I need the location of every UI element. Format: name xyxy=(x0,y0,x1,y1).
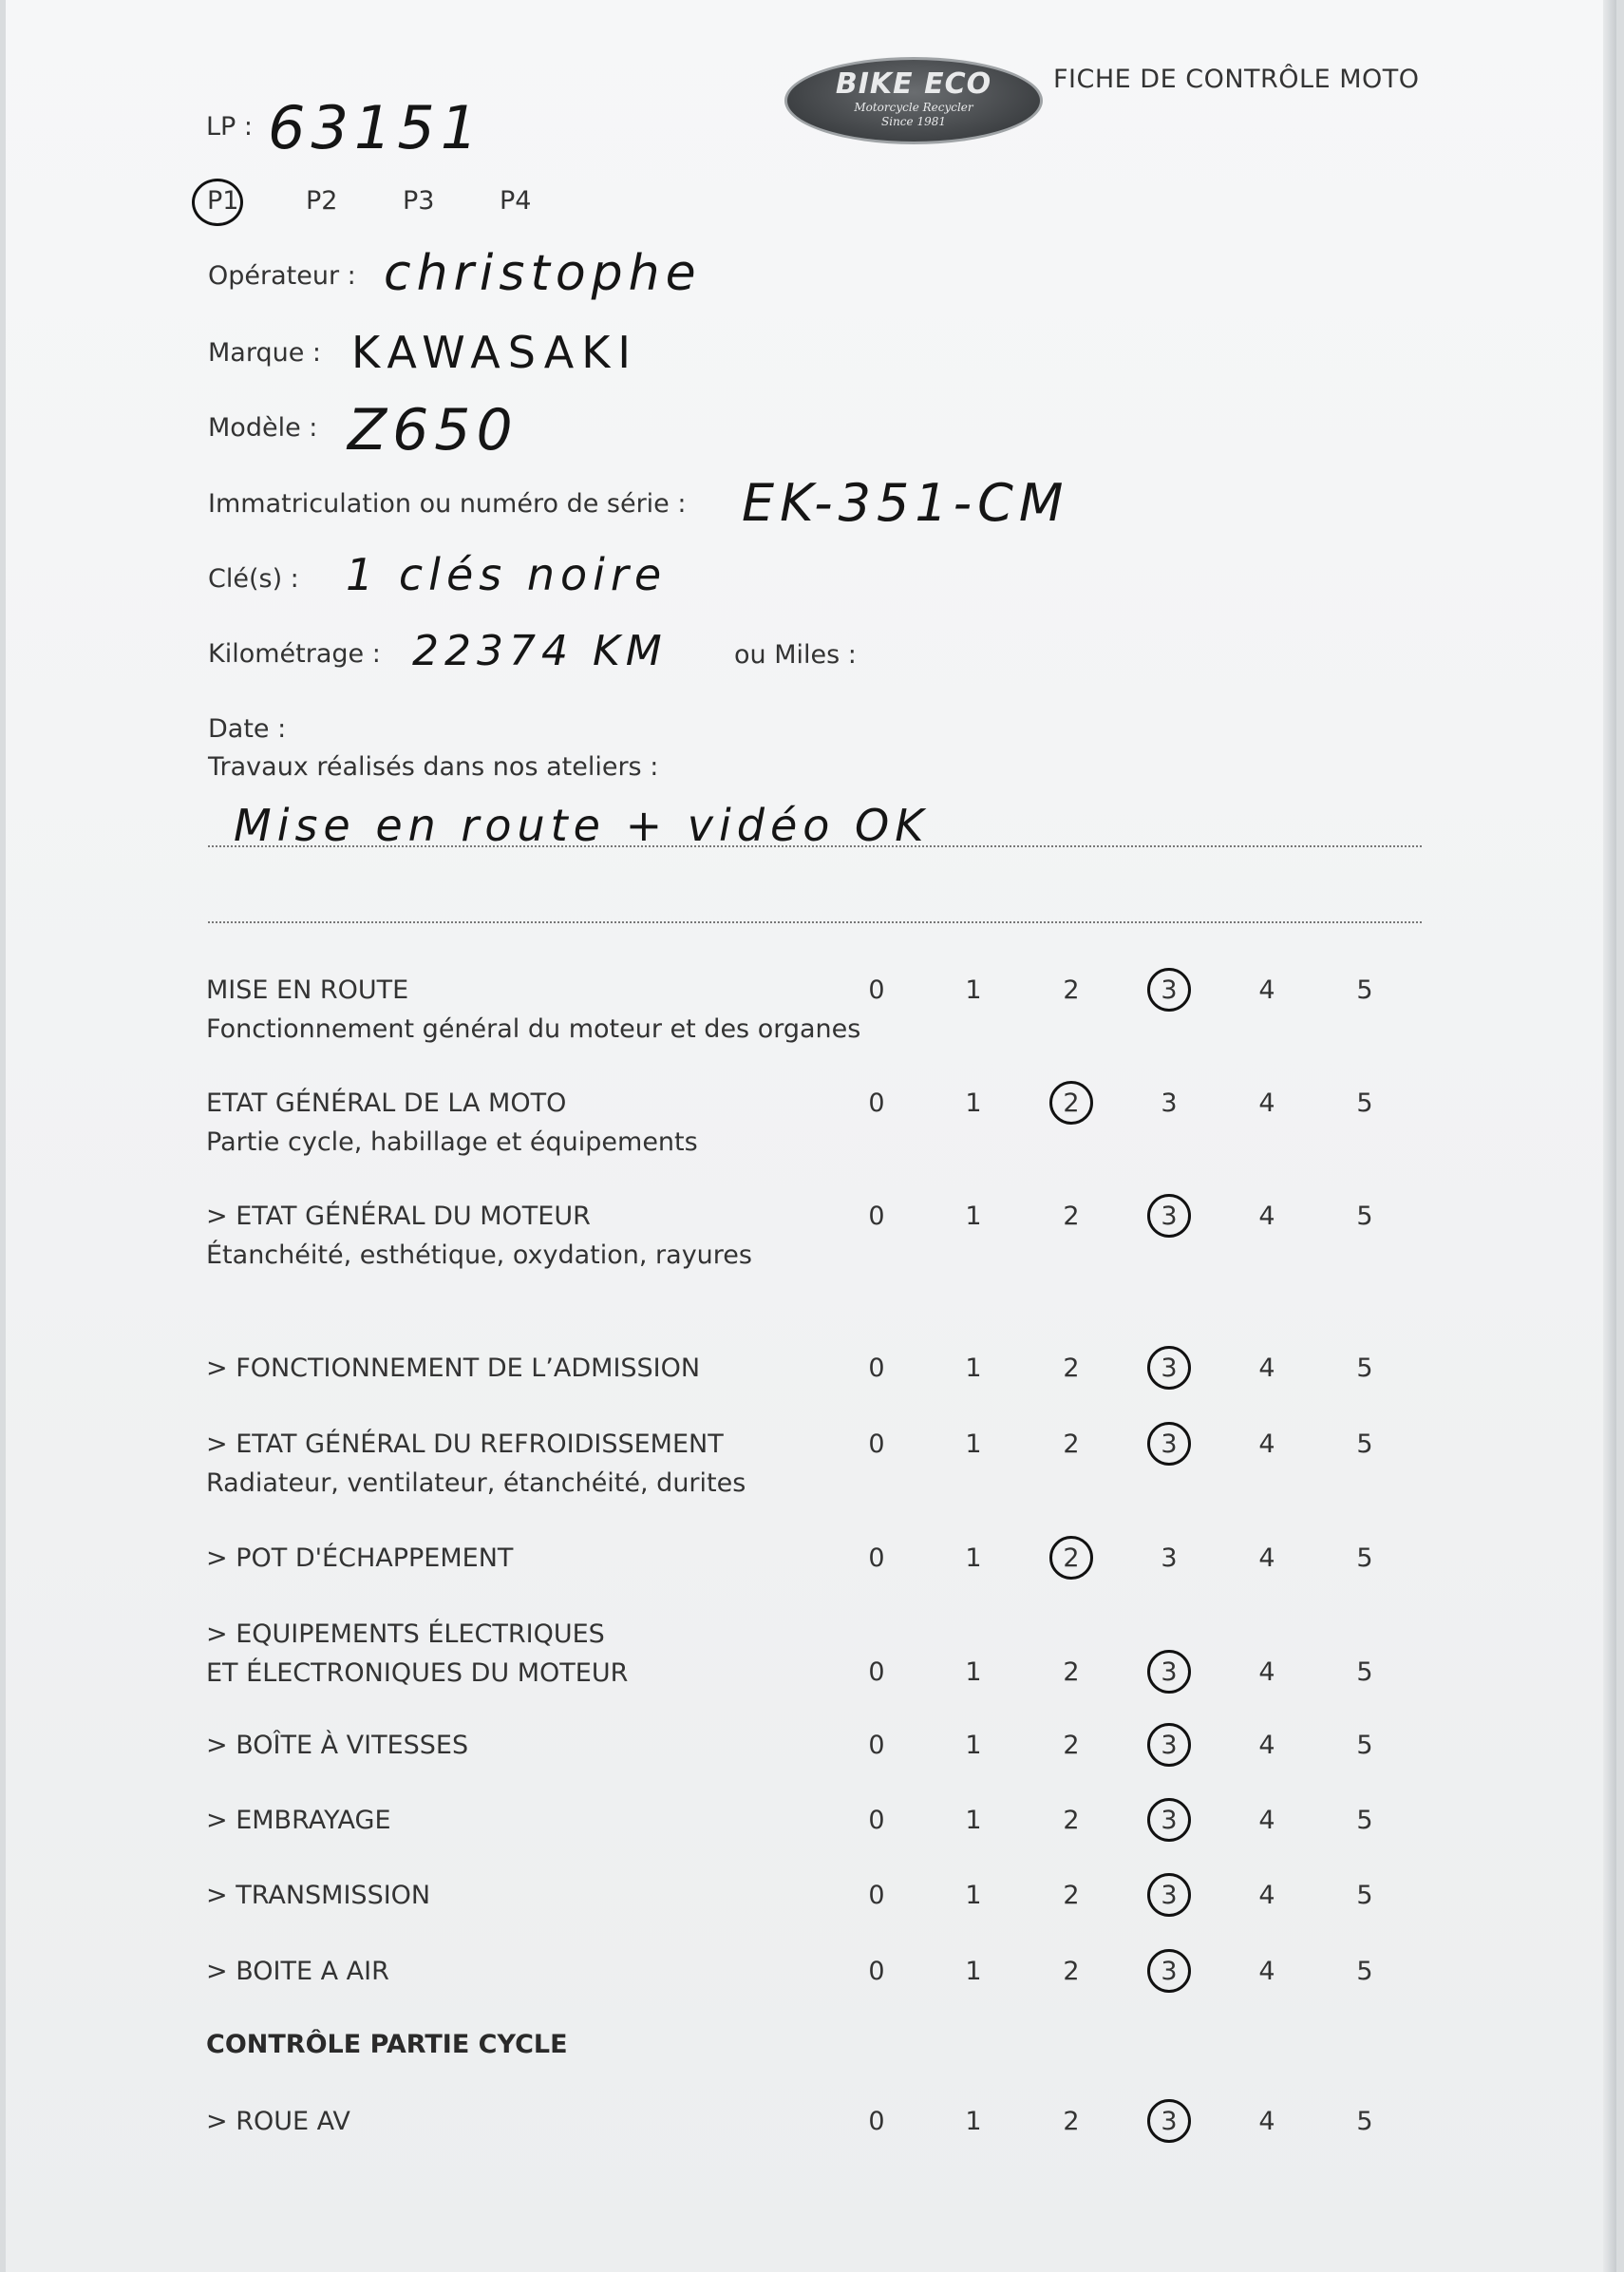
position-p4: P4 xyxy=(500,186,532,216)
document-title: FICHE DE CONTRÔLE MOTO xyxy=(1053,65,1420,94)
check-title: ETAT GÉNÉRAL DE LA MOTO xyxy=(206,1089,567,1118)
check-title: > FONCTIONNEMENT DE L’ADMISSION xyxy=(206,1354,701,1383)
check-score-4: 4 xyxy=(1258,1089,1275,1118)
check-selected-score-circle xyxy=(1147,968,1191,1012)
check-score-4: 4 xyxy=(1258,1429,1275,1459)
cycle-check-score-5: 5 xyxy=(1356,2107,1373,2136)
check-score-0: 0 xyxy=(868,1543,885,1573)
operator-label: Opérateur : xyxy=(208,261,356,291)
check-title: > BOÎTE À VITESSES xyxy=(206,1731,469,1760)
lp-value: 63151 xyxy=(268,93,484,162)
check-selected-score-circle xyxy=(1147,1798,1191,1842)
check-score-3: 3 xyxy=(1161,1806,1178,1835)
check-title: > EQUIPEMENTS ÉLECTRIQUES xyxy=(206,1619,605,1649)
mileage-value: 22374 KM xyxy=(412,627,668,675)
check-title: > TRANSMISSION xyxy=(206,1881,431,1910)
check-score-3: 3 xyxy=(1161,1089,1178,1118)
registration-value: EK-351-CM xyxy=(742,473,1069,533)
check-selected-score-circle xyxy=(1049,1536,1093,1580)
logo-tagline: Motorcycle Recycler xyxy=(854,101,973,114)
keys-label: Clé(s) : xyxy=(208,564,299,594)
cycle-check-score-4: 4 xyxy=(1258,2107,1275,2136)
check-selected-score-circle xyxy=(1147,1873,1191,1917)
check-score-5: 5 xyxy=(1356,1202,1373,1231)
check-score-2: 2 xyxy=(1063,1957,1080,1986)
cycle-check-selected-score-circle xyxy=(1147,2099,1191,2143)
check-score-3: 3 xyxy=(1161,975,1178,1005)
check-score-1: 1 xyxy=(965,1354,982,1383)
check-score-5: 5 xyxy=(1356,1731,1373,1760)
check-selected-score-circle xyxy=(1147,1346,1191,1390)
check-score-1: 1 xyxy=(965,1089,982,1118)
miles-label: ou Miles : xyxy=(734,640,857,670)
check-score-2: 2 xyxy=(1063,1202,1080,1231)
check-score-4: 4 xyxy=(1258,1543,1275,1573)
check-score-3: 3 xyxy=(1161,1957,1178,1986)
check-score-2: 2 xyxy=(1063,1881,1080,1910)
model-value: Z650 xyxy=(348,397,519,464)
check-title: > BOITE A AIR xyxy=(206,1957,389,1986)
check-title: > POT D'ÉCHAPPEMENT xyxy=(206,1543,514,1573)
lp-label: LP : xyxy=(206,112,254,142)
check-score-1: 1 xyxy=(965,975,982,1005)
check-score-3: 3 xyxy=(1161,1543,1178,1573)
check-score-4: 4 xyxy=(1258,1354,1275,1383)
check-score-3: 3 xyxy=(1161,1731,1178,1760)
check-score-3: 3 xyxy=(1161,1429,1178,1459)
check-selected-score-circle xyxy=(1147,1949,1191,1993)
check-score-0: 0 xyxy=(868,1881,885,1910)
cycle-check-title: > ROUE AV xyxy=(206,2107,350,2136)
brand-label: Marque : xyxy=(208,338,322,368)
check-score-5: 5 xyxy=(1356,1089,1373,1118)
check-score-0: 0 xyxy=(868,1806,885,1835)
check-score-5: 5 xyxy=(1356,1657,1373,1687)
cycle-check-score-0: 0 xyxy=(868,2107,885,2136)
check-selected-score-circle xyxy=(1147,1422,1191,1466)
mileage-label: Kilométrage : xyxy=(208,639,381,669)
check-subtitle: ET ÉLECTRONIQUES DU MOTEUR xyxy=(206,1658,629,1688)
check-title: > ETAT GÉNÉRAL DU MOTEUR xyxy=(206,1202,591,1231)
check-score-2: 2 xyxy=(1063,1731,1080,1760)
brand-value: KAWASAKI xyxy=(351,327,638,378)
check-score-0: 0 xyxy=(868,1429,885,1459)
check-score-3: 3 xyxy=(1161,1657,1178,1687)
check-score-1: 1 xyxy=(965,1429,982,1459)
check-score-2: 2 xyxy=(1063,1657,1080,1687)
check-score-1: 1 xyxy=(965,1543,982,1573)
check-score-3: 3 xyxy=(1161,1354,1178,1383)
check-title: MISE EN ROUTE xyxy=(206,975,409,1005)
check-score-4: 4 xyxy=(1258,1202,1275,1231)
check-selected-score-circle xyxy=(1147,1723,1191,1767)
check-score-1: 1 xyxy=(965,1881,982,1910)
check-score-0: 0 xyxy=(868,1089,885,1118)
check-score-2: 2 xyxy=(1063,975,1080,1005)
check-score-5: 5 xyxy=(1356,1881,1373,1910)
operator-value: christophe xyxy=(384,245,702,302)
check-score-2: 2 xyxy=(1063,1429,1080,1459)
check-score-1: 1 xyxy=(965,1731,982,1760)
logo-since: Since 1981 xyxy=(881,115,946,128)
registration-label: Immatriculation ou numéro de série : xyxy=(208,489,687,519)
check-score-3: 3 xyxy=(1161,1202,1178,1231)
check-title: > EMBRAYAGE xyxy=(206,1806,391,1835)
check-score-2: 2 xyxy=(1063,1806,1080,1835)
check-score-5: 5 xyxy=(1356,975,1373,1005)
check-score-1: 1 xyxy=(965,1202,982,1231)
check-score-4: 4 xyxy=(1258,1806,1275,1835)
cycle-check-score-1: 1 xyxy=(965,2107,982,2136)
check-score-0: 0 xyxy=(868,1731,885,1760)
position-p2: P2 xyxy=(306,186,338,216)
check-score-5: 5 xyxy=(1356,1429,1373,1459)
check-subtitle: Fonctionnement général du moteur et des organes xyxy=(206,1014,861,1044)
check-score-0: 0 xyxy=(868,1957,885,1986)
check-score-4: 4 xyxy=(1258,1957,1275,1986)
cycle-check-score-3: 3 xyxy=(1161,2107,1178,2136)
check-score-2: 2 xyxy=(1063,1354,1080,1383)
check-score-5: 5 xyxy=(1356,1543,1373,1573)
check-score-1: 1 xyxy=(965,1806,982,1835)
check-score-0: 0 xyxy=(868,1354,885,1383)
check-score-4: 4 xyxy=(1258,975,1275,1005)
check-score-0: 0 xyxy=(868,975,885,1005)
check-score-5: 5 xyxy=(1356,1957,1373,1986)
control-sheet xyxy=(6,0,1616,2272)
model-label: Modèle : xyxy=(208,413,318,443)
check-score-0: 0 xyxy=(868,1657,885,1687)
logo-name: BIKE ECO xyxy=(835,67,992,101)
section-cycle-title: CONTRÔLE PARTIE CYCLE xyxy=(206,2030,568,2059)
works-label: Travaux réalisés dans nos ateliers : xyxy=(208,752,659,782)
check-score-3: 3 xyxy=(1161,1881,1178,1910)
sheet-edge xyxy=(1603,0,1616,2272)
position-p3: P3 xyxy=(403,186,435,216)
works-line-2 xyxy=(208,921,1422,923)
check-score-5: 5 xyxy=(1356,1806,1373,1835)
check-title: > ETAT GÉNÉRAL DU REFROIDISSEMENT xyxy=(206,1429,724,1459)
check-subtitle: Radiateur, ventilateur, étanchéité, durites xyxy=(206,1468,746,1498)
check-score-4: 4 xyxy=(1258,1731,1275,1760)
check-score-5: 5 xyxy=(1356,1354,1373,1383)
position-p1: P1 xyxy=(207,186,239,216)
check-selected-score-circle xyxy=(1049,1081,1093,1125)
works-value: Mise en route + vidéo OK xyxy=(234,800,930,851)
bike-eco-logo xyxy=(784,57,1043,144)
check-score-1: 1 xyxy=(965,1657,982,1687)
check-score-4: 4 xyxy=(1258,1657,1275,1687)
works-line-1 xyxy=(208,845,1422,847)
date-label: Date : xyxy=(208,714,287,744)
check-score-4: 4 xyxy=(1258,1881,1275,1910)
check-selected-score-circle xyxy=(1147,1650,1191,1694)
check-score-0: 0 xyxy=(868,1202,885,1231)
check-score-2: 2 xyxy=(1063,1089,1080,1118)
check-score-2: 2 xyxy=(1063,1543,1080,1573)
check-selected-score-circle xyxy=(1147,1194,1191,1238)
keys-value: 1 clés noire xyxy=(346,549,668,600)
check-score-1: 1 xyxy=(965,1957,982,1986)
check-subtitle: Étanchéité, esthétique, oxydation, rayures xyxy=(206,1240,752,1270)
check-subtitle: Partie cycle, habillage et équipements xyxy=(206,1127,698,1157)
cycle-check-score-2: 2 xyxy=(1063,2107,1080,2136)
